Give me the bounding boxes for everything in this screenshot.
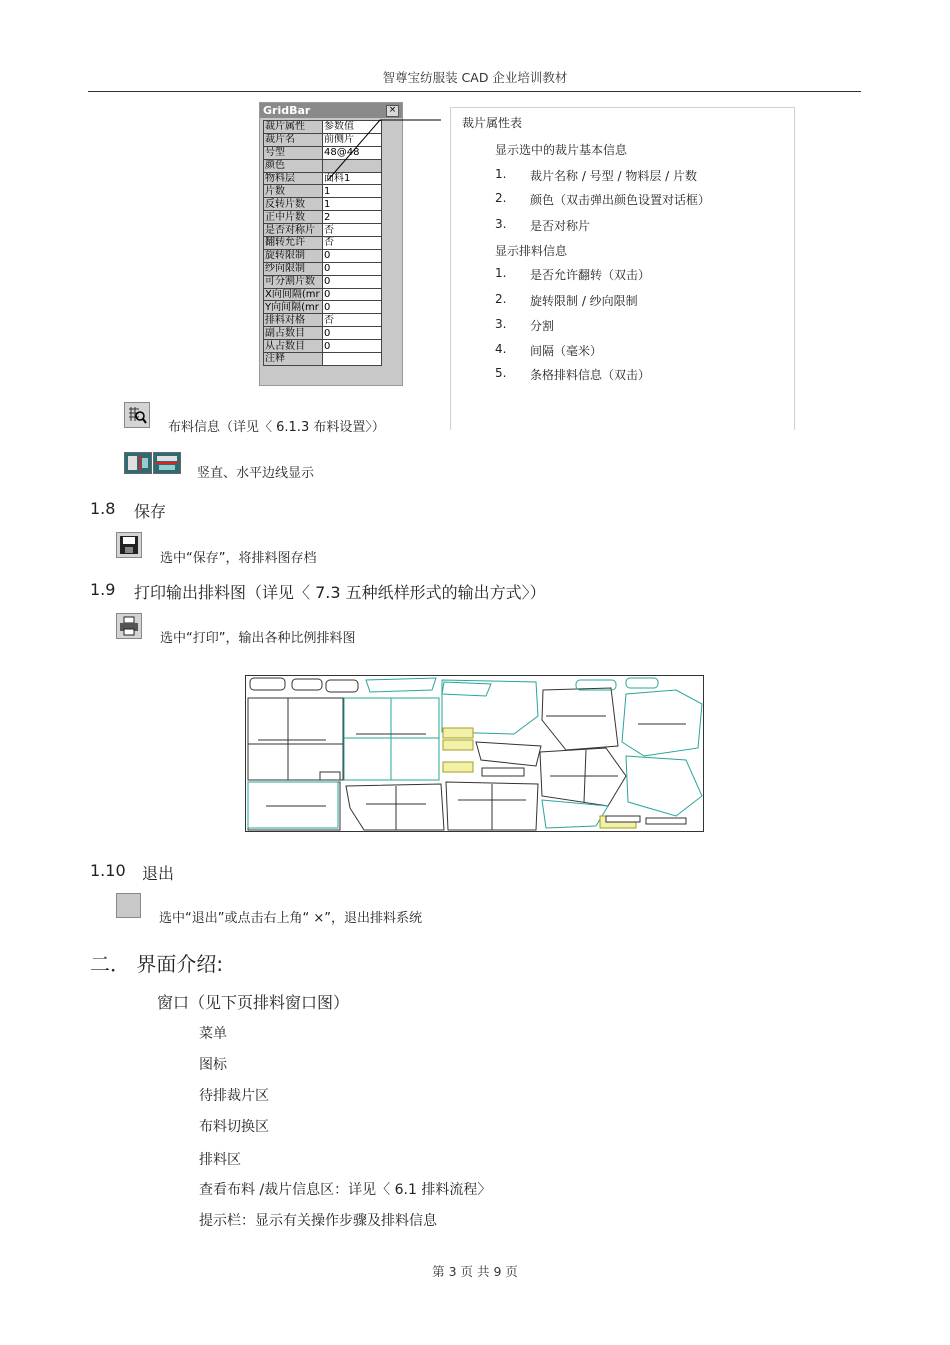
basic-item-num: 3. — [495, 217, 507, 231]
gridbar-value[interactable]: 前侧片 — [323, 133, 382, 146]
save-heading: 保存 — [134, 502, 167, 521]
page-footer: 第 3 页 共 9 页 — [432, 1264, 518, 1279]
layout-item-num: 3. — [495, 317, 507, 331]
layout-item: 旋转限制 / 纱向限制 — [530, 294, 638, 308]
gridbar-value[interactable]: 否 — [323, 314, 382, 327]
section-2-title: 二． 界面介绍: — [90, 952, 224, 976]
gridbar-value[interactable]: 2 — [323, 211, 382, 224]
gridbar-value[interactable]: 否 — [323, 224, 382, 237]
gridbar-value[interactable]: 0 — [323, 340, 382, 353]
gridbar-key: 翻转允许 — [264, 237, 323, 250]
print-desc: 选中“打印”，输出各种比例排料图 — [160, 631, 356, 646]
gridbar-key: 旋转限制 — [264, 249, 323, 262]
gridbar-key: 颜色 — [264, 159, 323, 172]
gridbar-row[interactable] — [264, 237, 382, 250]
gridbar-value[interactable]: 48@48 — [323, 146, 382, 159]
gridbar-key: 正中片数 — [264, 211, 323, 224]
interface-item: 图标 — [199, 1057, 227, 1073]
gridbar-key: 反转片数 — [264, 198, 323, 211]
print-heading: 打印输出排料图（详见〈 7.3 五种纸样形式的输出方式〉） — [134, 583, 546, 602]
printer-icon[interactable] — [116, 613, 142, 639]
gridbar-row[interactable] — [264, 198, 382, 211]
basic-item-num: 1. — [495, 167, 507, 181]
marker-layout-figure — [245, 675, 704, 832]
header-rule — [88, 91, 861, 92]
vertical-border-icon[interactable] — [124, 452, 152, 474]
border-display-text: 竖直、水平边线显示 — [197, 466, 315, 481]
gridbar-value[interactable]: 面料1 — [323, 172, 382, 185]
basic-item-num: 2. — [495, 191, 507, 205]
layout-item: 条格排料信息（双击） — [530, 368, 651, 382]
layout-item-num: 2. — [495, 292, 507, 306]
gridbar-key: 片数 — [264, 185, 323, 198]
section-number: 1.9 — [90, 580, 116, 599]
gridbar-row[interactable] — [264, 340, 382, 353]
gridbar-key: 从占数目 — [264, 340, 323, 353]
gridbar-value[interactable]: 0 — [323, 275, 382, 288]
gridbar-key: 纱向限制 — [264, 262, 323, 275]
section-number: 1.8 — [90, 499, 116, 518]
gridbar-row[interactable] — [264, 275, 382, 288]
gridbar-key: 物料层 — [264, 172, 323, 185]
gridbar-value[interactable]: 参数值 — [323, 121, 382, 134]
gridbar-key: 裁片名 — [264, 133, 323, 146]
gridbar-value[interactable]: 1 — [323, 185, 382, 198]
basic-item: 裁片名称 / 号型 / 物料层 / 片数 — [530, 169, 698, 183]
gridbar-key: 裁片属性 — [264, 121, 323, 134]
interface-item: 排料区 — [199, 1152, 241, 1168]
horizontal-border-icon[interactable] — [153, 452, 181, 474]
fabric-info-icon[interactable] — [124, 402, 150, 428]
gridbar-row[interactable] — [264, 249, 382, 262]
interface-item: 查看布料 /裁片信息区：详见〈 6.1 排料流程〉 — [199, 1182, 492, 1198]
gridbar-value[interactable]: 0 — [323, 249, 382, 262]
gridbar-row[interactable] — [264, 301, 382, 314]
save-desc: 选中“保存”，将排料图存档 — [160, 551, 317, 566]
interface-item: 菜单 — [199, 1026, 227, 1042]
gridbar-value[interactable]: 否 — [323, 237, 382, 250]
gridbar-key: 可分割片数 — [264, 275, 323, 288]
basic-info-heading: 显示选中的裁片基本信息 — [495, 143, 628, 157]
gridbar-key: 排料对格 — [264, 314, 323, 327]
gridbar-row[interactable] — [264, 314, 382, 327]
section-number: 1.10 — [90, 861, 126, 880]
gridbar-row[interactable] — [264, 262, 382, 275]
layout-item: 是否允许翻转（双击） — [530, 268, 651, 282]
fabric-info-text: 布料信息（详见〈 6.1.3 布料设置〉） — [168, 420, 385, 435]
layout-item-num: 4. — [495, 342, 507, 356]
gridbar-row[interactable] — [264, 224, 382, 237]
gridbar-row[interactable] — [264, 353, 382, 366]
layout-item: 间隔（毫米） — [530, 344, 603, 358]
basic-item: 颜色（双击弹出颜色设置对话框） — [530, 193, 711, 207]
interface-item: 布料切换区 — [199, 1119, 269, 1135]
gridbar-key: 副占数目 — [264, 327, 323, 340]
gridbar-value[interactable] — [323, 353, 382, 366]
gridbar-key: Y向间隔(mr — [264, 301, 323, 314]
interface-item: 提示栏：显示有关操作步骤及排料信息 — [199, 1213, 437, 1229]
interface-item: 待排裁片区 — [199, 1088, 269, 1104]
gridbar-key: 是否对称片 — [264, 224, 323, 237]
gridbar-key: 注释 — [264, 353, 323, 366]
gridbar-value[interactable]: 0 — [323, 301, 382, 314]
close-icon[interactable]: × — [386, 105, 399, 117]
layout-item: 分割 — [530, 319, 555, 333]
gridbar-title: GridBar — [260, 103, 402, 118]
basic-item: 是否对称片 — [530, 219, 591, 233]
gridbar-key: 号型 — [264, 146, 323, 159]
exit-button-icon[interactable] — [116, 893, 141, 918]
gridbar-value[interactable]: 0 — [323, 288, 382, 301]
layout-item-num: 5. — [495, 366, 507, 380]
window-heading: 窗口（见下页排料窗口图） — [157, 993, 350, 1012]
layout-info-heading: 显示排料信息 — [495, 244, 568, 258]
save-icon[interactable] — [116, 532, 142, 558]
properties-title: 裁片属性表 — [462, 116, 523, 130]
gridbar-value[interactable]: 0 — [323, 262, 382, 275]
gridbar-value[interactable]: 1 — [323, 198, 382, 211]
page-header: 智尊宝纺服装 CAD 企业培训教材 — [382, 70, 568, 85]
leader-line — [320, 118, 445, 188]
exit-desc: 选中“退出”或点击右上角“ ×”，退出排料系统 — [159, 911, 422, 926]
layout-item-num: 1. — [495, 266, 507, 280]
gridbar-row[interactable] — [264, 211, 382, 224]
marker-layout-drawing — [246, 676, 703, 831]
gridbar-row[interactable] — [264, 327, 382, 340]
gridbar-key: X向间隔(mr — [264, 288, 323, 301]
gridbar-value[interactable]: 0 — [323, 327, 382, 340]
gridbar-row[interactable] — [264, 288, 382, 301]
exit-heading: 退出 — [142, 864, 175, 883]
